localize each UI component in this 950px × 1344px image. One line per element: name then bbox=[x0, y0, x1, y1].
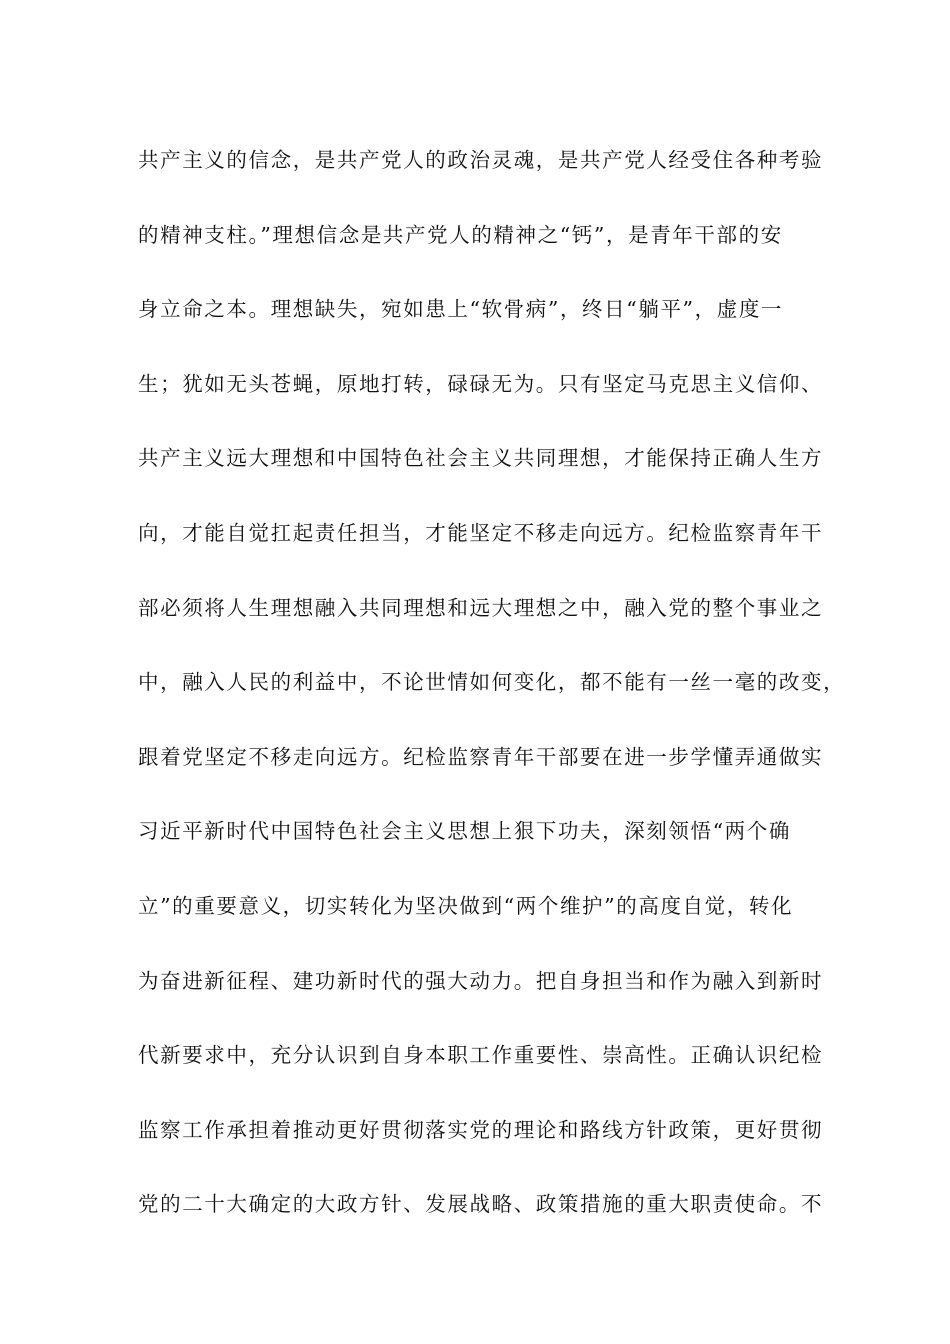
text-line: 部必须将人生理想融入共同理想和远大理想之中，融入党的整个事业之 bbox=[138, 595, 824, 620]
text-line: 为奋进新征程、建功新时代的强大动力。把自身担当和作为融入到新时 bbox=[138, 968, 824, 993]
text-line: 中，融入人民的利益中，不论世情如何变化，都不能有一丝一毫的改变， bbox=[138, 670, 846, 695]
body-text bbox=[138, 140, 846, 1259]
text-line: 代新要求中，充分认识到自身本职工作重要性、崇高性。正确认识纪检 bbox=[138, 1043, 824, 1068]
text-line: 共产主义的信念，是共产党人的政治灵魂，是共产党人经受住各种考验 bbox=[138, 148, 824, 172]
text-line: 生；犹如无头苍蝇，原地打转，碌碌无为。只有坚定马克思主义信仰、 bbox=[138, 371, 824, 396]
text-line: 习近平新时代中国特色社会主义思想上狠下功夫，深刻领悟“两个确 bbox=[138, 819, 791, 844]
text-line: 跟着党坚定不移走向远方。纪检监察青年干部要在进一步学懂弄通做实 bbox=[138, 744, 824, 769]
text-line: 的精神支柱。”理想信念是共产党人的精神之“钙”，是青年干部的安 bbox=[138, 222, 783, 247]
text-line: 共产主义远大理想和中国特色社会主义共同理想，才能保持正确人生方 bbox=[138, 446, 824, 471]
text-line: 监察工作承担着推动更好贯彻落实党的理论和路线方针政策，更好贯彻 bbox=[138, 1117, 824, 1142]
text-line: 身立命之本。理想缺失，宛如患上“软骨病”，终日“躺平”，虚度一 bbox=[138, 297, 784, 322]
text-line: 向，才能自觉扛起责任担当，才能坚定不移走向远方。纪检监察青年干 bbox=[138, 520, 824, 545]
text-line: 党的二十大确定的大政方针、发展战略、政策措施的重大职责使命。不 bbox=[138, 1192, 824, 1217]
text-line: 立”的重要意义，切实转化为坚决做到“两个维护”的高度自觉，转化 bbox=[138, 893, 794, 918]
